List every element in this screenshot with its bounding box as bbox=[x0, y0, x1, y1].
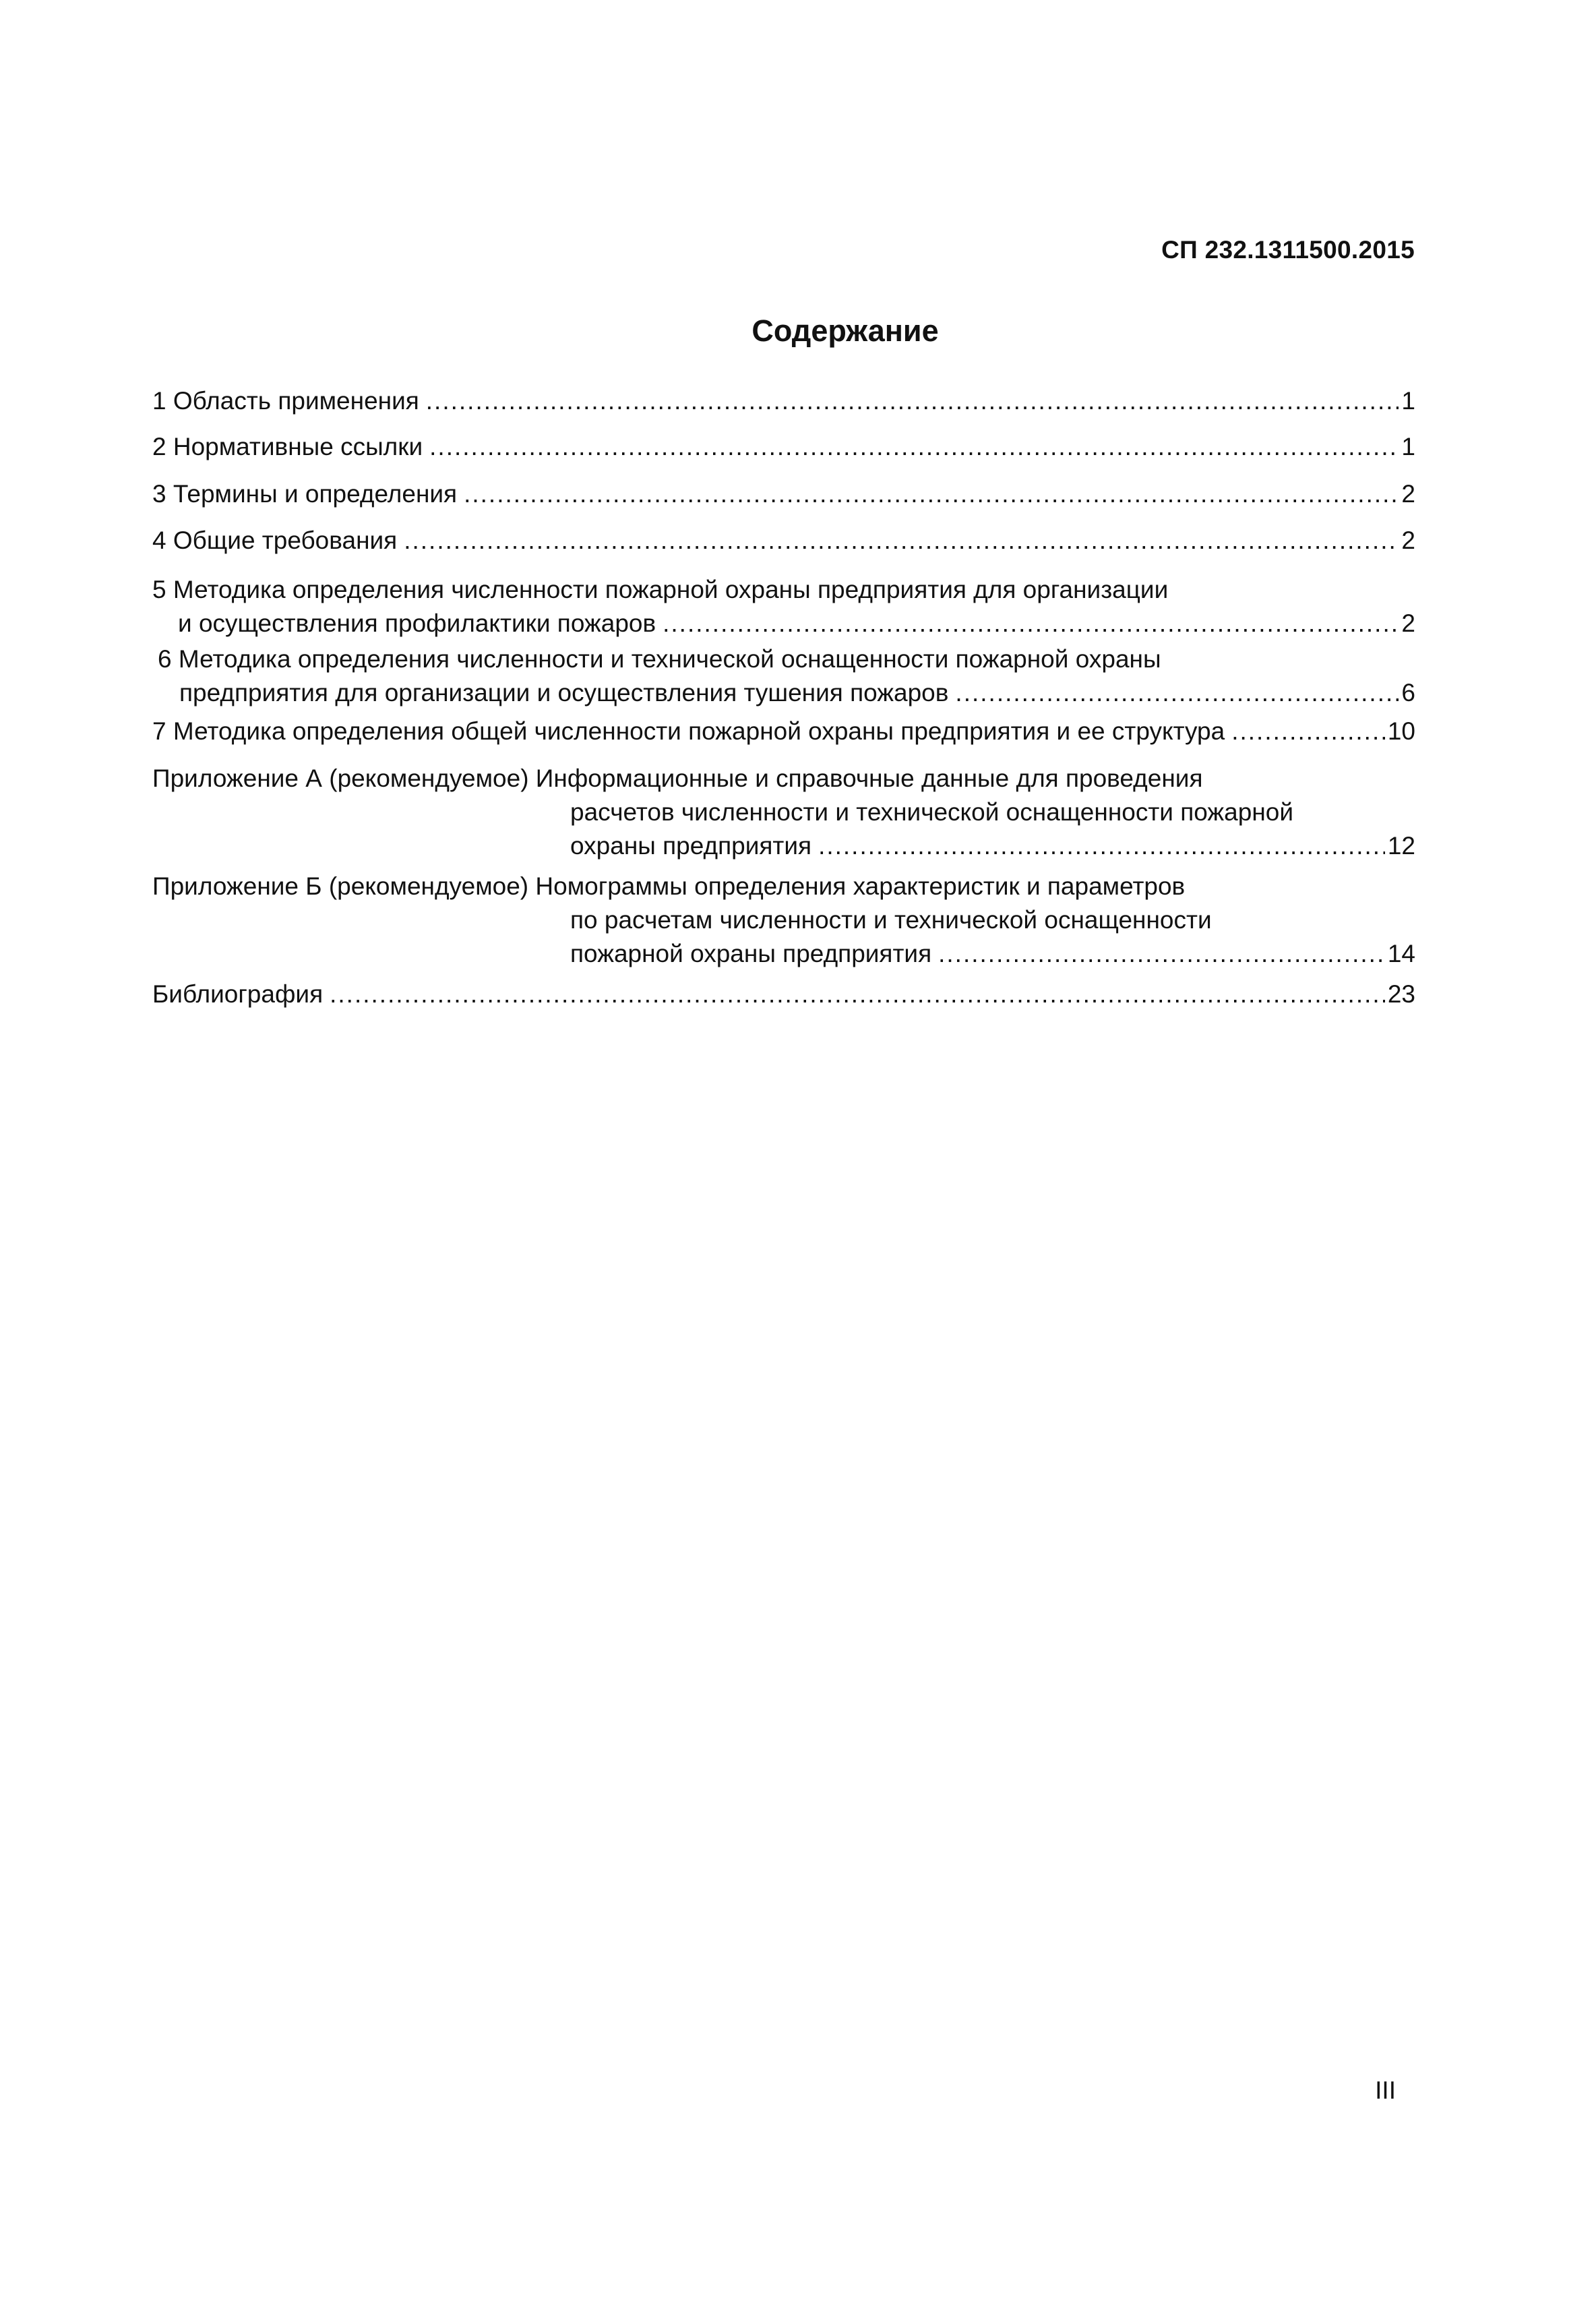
toc-title: Содержание bbox=[751, 313, 939, 348]
leader-dots bbox=[330, 978, 1385, 1011]
leader-dots bbox=[404, 524, 1399, 558]
toc-page-number: 1 bbox=[1401, 387, 1415, 415]
toc-entry-appendix-a[interactable] bbox=[152, 762, 1415, 863]
toc-page-number: 12 bbox=[1387, 832, 1415, 860]
leader-dots bbox=[938, 937, 1385, 971]
leader-dots bbox=[955, 676, 1399, 710]
toc-entry-7[interactable] bbox=[152, 715, 1415, 748]
toc-entry-4[interactable] bbox=[152, 524, 1415, 558]
leader-dots bbox=[663, 607, 1399, 640]
toc-page-number: 23 bbox=[1387, 980, 1415, 1008]
toc-page-number: 1 bbox=[1401, 433, 1415, 460]
toc-entry-text: 1 Область применения bbox=[152, 387, 419, 415]
leader-dots bbox=[464, 477, 1399, 511]
toc-entry-3[interactable] bbox=[152, 477, 1415, 511]
leader-dots bbox=[818, 829, 1385, 863]
toc-page-number: 10 bbox=[1387, 717, 1415, 745]
toc-entry-text: Приложение Б (рекомендуемое) Номограммы определения характеристик и параметров bbox=[152, 872, 1186, 900]
toc-page-number: 2 bbox=[1401, 609, 1415, 637]
toc-entry-5[interactable] bbox=[152, 573, 1415, 640]
toc-entry-text: 5 Методика определения численности пожарной охраны предприятия для организации bbox=[152, 576, 1169, 603]
toc-entry-text-cont: пожарной охраны предприятия bbox=[570, 940, 932, 967]
toc-entry-6[interactable] bbox=[152, 642, 1415, 710]
leader-dots bbox=[1231, 715, 1385, 748]
page-number: III bbox=[1375, 2076, 1396, 2104]
toc-entry-text: 4 Общие требования bbox=[152, 527, 398, 554]
toc-page-number: 6 bbox=[1401, 679, 1415, 707]
toc-entry-bibliography[interactable] bbox=[152, 978, 1415, 1011]
toc-entry-text-cont: по расчетам численности и технической оснащенности bbox=[570, 906, 1212, 934]
toc-entry-2[interactable] bbox=[152, 430, 1415, 464]
leader-dots bbox=[426, 384, 1399, 418]
toc-entry-text-cont: предприятия для организации и осуществления тушения пожаров bbox=[179, 679, 949, 707]
toc-entry-text: 6 Методика определения численности и технической оснащенности пожарной охраны bbox=[158, 645, 1161, 673]
toc-entry-text-cont: охраны предприятия bbox=[570, 832, 812, 860]
toc-page-number: 2 bbox=[1401, 527, 1415, 554]
toc-entry-text-cont: расчетов численности и технической оснащенности пожарной bbox=[570, 798, 1293, 826]
toc-entry-1[interactable] bbox=[152, 384, 1415, 418]
toc-entry-appendix-b[interactable] bbox=[152, 870, 1415, 971]
toc-page-number: 2 bbox=[1401, 480, 1415, 508]
toc-entry-text-cont: и осуществления профилактики пожаров bbox=[178, 609, 656, 637]
toc-page-number: 14 bbox=[1387, 940, 1415, 967]
document-code: СП 232.1311500.2015 bbox=[1161, 236, 1415, 264]
toc-entry-text: Библиография bbox=[152, 980, 324, 1008]
toc-entry-text: Приложение А (рекомендуемое) Информационные и справочные данные для проведения bbox=[152, 764, 1203, 792]
toc-entry-text: 7 Методика определения общей численности пожарной охраны предприятия и ее структура bbox=[152, 717, 1225, 745]
leader-dots bbox=[429, 430, 1399, 464]
toc-entry-text: 2 Нормативные ссылки bbox=[152, 433, 423, 460]
toc-entry-text: 3 Термины и определения bbox=[152, 480, 458, 508]
